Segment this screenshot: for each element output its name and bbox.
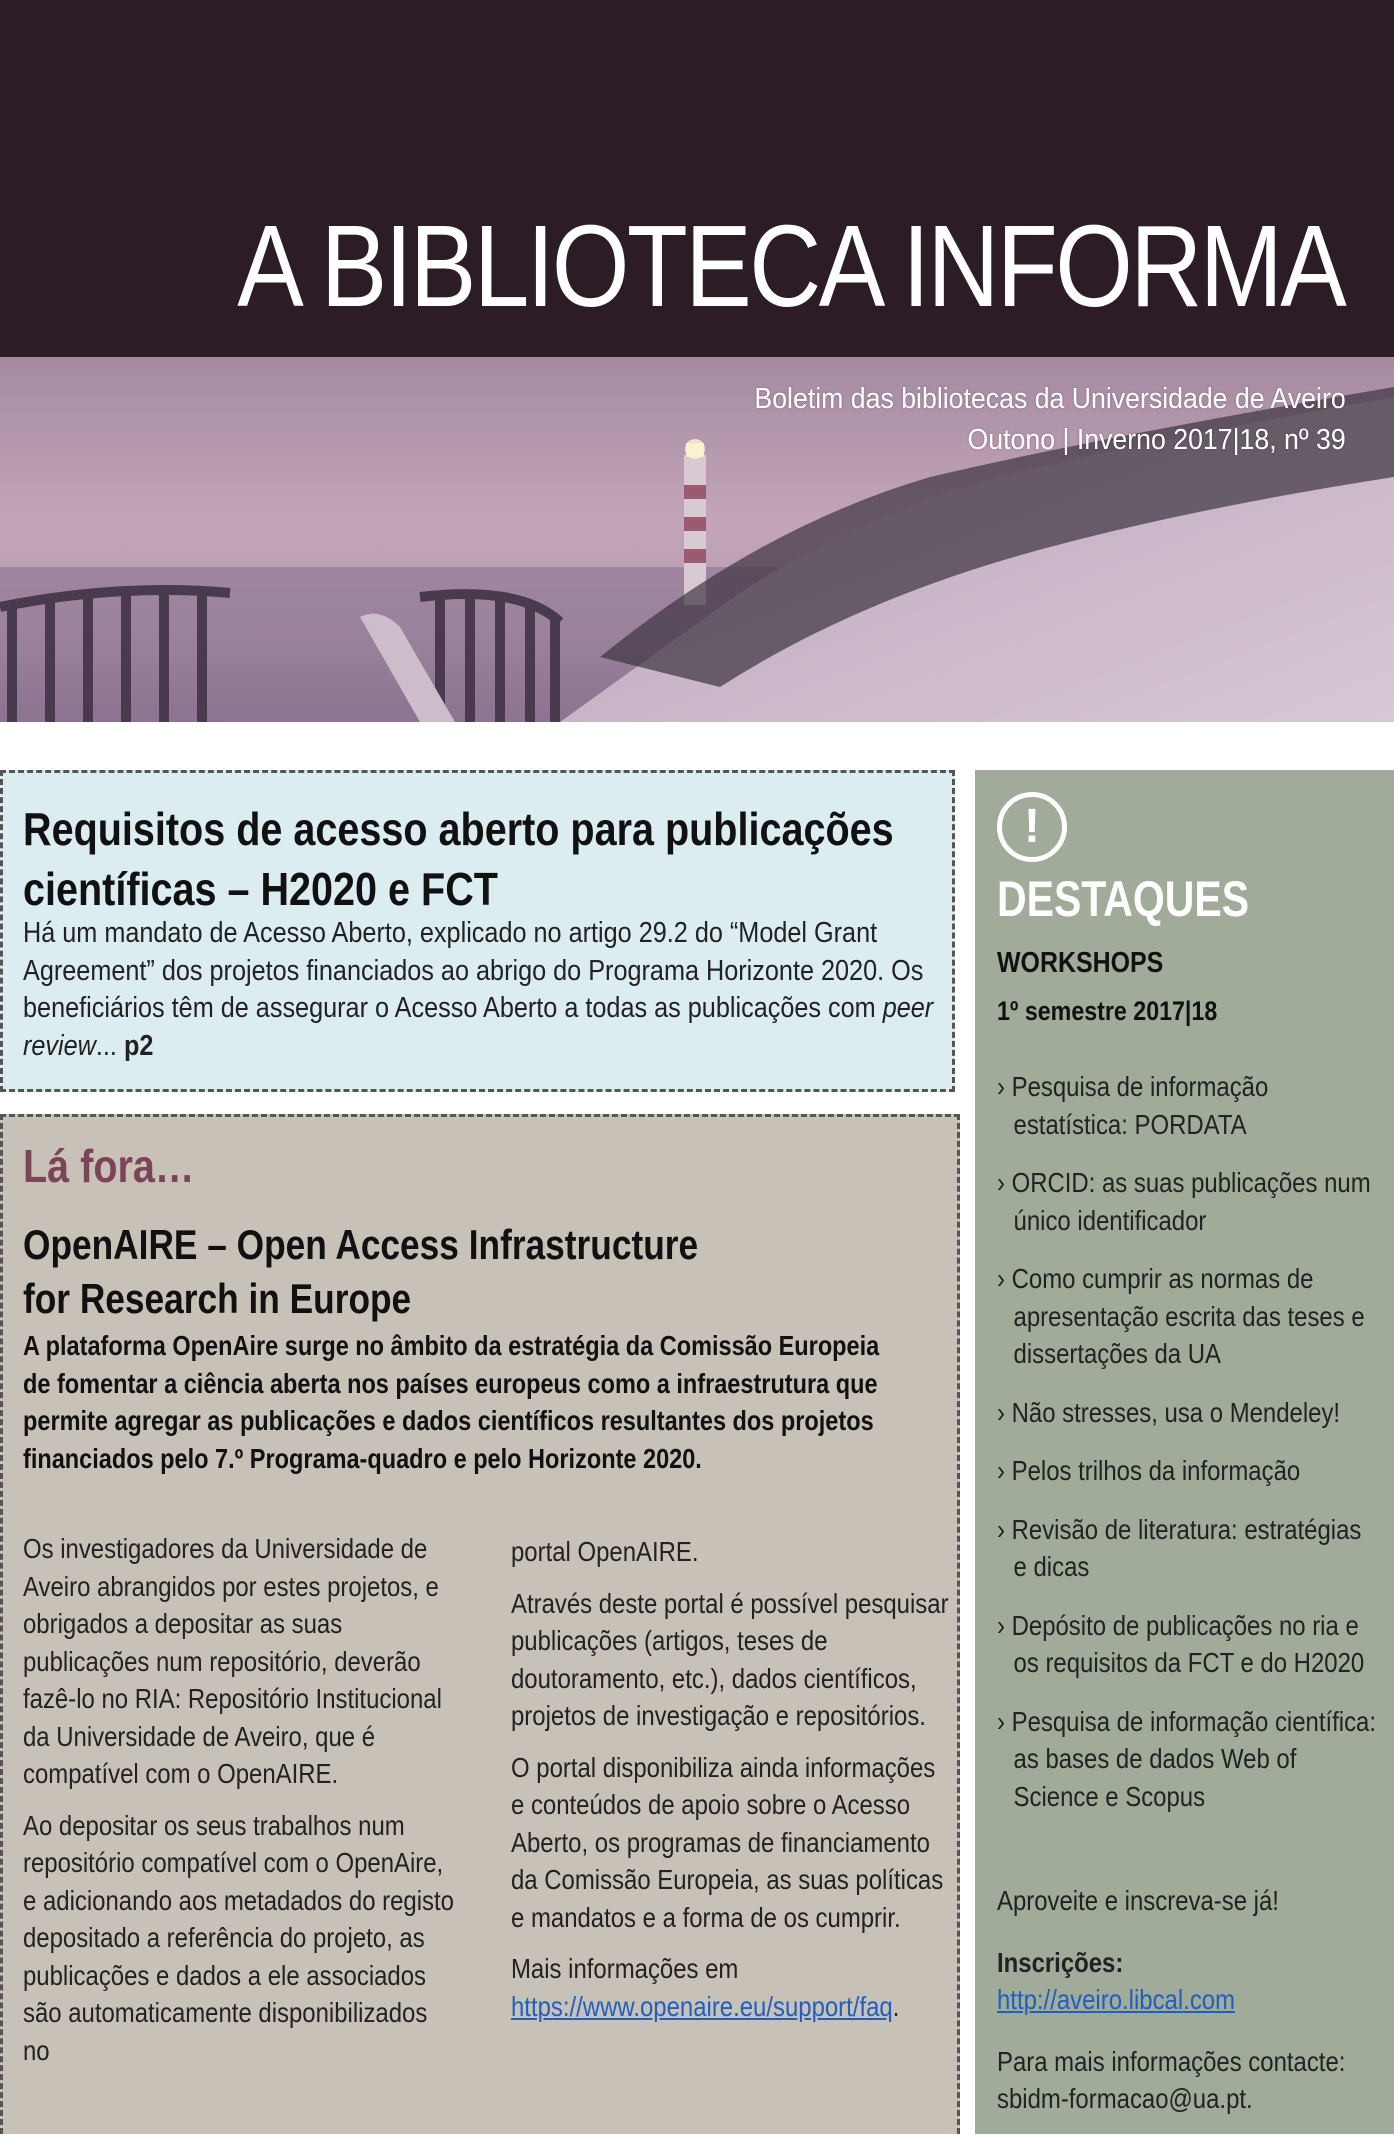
call-to-action: Aproveite e inscreva-se já!: [997, 1885, 1279, 1916]
article-column-left: [23, 1530, 458, 2083]
more-info-end: .: [892, 1990, 900, 2022]
article-title: OpenAIRE – Open Access Infrastructure for Research in Europe: [23, 1221, 699, 1322]
paragraph: Ao depositar os seus trabalhos num repositório compatível com o OpenAire, e adicionando aos metadados do registo depositado a referência do projeto, as publicações e dados a ele associados são automaticamente disponibilizados no: [23, 1809, 454, 2066]
registration-label: Inscrições:: [997, 1946, 1124, 1978]
outside-section: [0, 1114, 960, 2134]
semester-label: 1º semestre 2017|18: [997, 996, 1218, 1026]
feature-title: Requisitos de acesso aberto para publicações científicas – H2020 e FCT: [23, 803, 894, 915]
feature-body-italic: peer review: [23, 992, 934, 1062]
list-item: › Revisão de literatura: estratégias e dicas: [997, 1513, 1362, 1582]
registration: [997, 1944, 1380, 2019]
paragraph: Os investigadores da Universidade de Aveiro abrangidos por estes projetos, e obrigados a depositar as suas publicações num repositório, deverão fazê-lo no RIA: Repositório Institucional da Universidade de Aveiro, que é compatível com o OpenAIRE.: [23, 1533, 442, 1789]
newsletter-title: A BIBLIOTECA INFORMA: [237, 201, 1344, 331]
list-item: › Pesquisa de informação estatística: PORDATA: [997, 1071, 1269, 1140]
lighthouse-shape: [684, 439, 706, 605]
article-lede: A plataforma OpenAire surge no âmbito da estratégia da Comissão Europeia de fomentar a ciência aberta nos países europeus como a infraestrutura que permite agregar as publicações e dados científicos resultantes dos projetos financiados pelo 7.º Programa-quadro e pelo Horizonte 2020.: [23, 1330, 880, 1474]
openaire-faq-link[interactable]: https://www.openaire.eu/support/faq: [511, 1990, 893, 2022]
sidebar-title: DESTAQUES: [997, 871, 1250, 927]
section-title: Lá fora…: [23, 1140, 195, 1192]
newsletter-subtitle: Boletim das bibliotecas da Universidade de Aveiro: [754, 383, 1346, 415]
list-item: › Pelos trilhos da informação: [997, 1455, 1301, 1486]
feature-body-text: Há um mandato de Acesso Aberto, explicado no artigo 29.2 do “Model Grant Agreement” dos projetos financiados ao abrigo do Programa Horizonte 2020. Os beneficiários têm de assegurar o Acesso Aberto a todas as publicações com: [23, 917, 924, 1024]
feature-body-ellipsis: ...: [95, 1029, 124, 1062]
sidebar-footer: [997, 1882, 1380, 2142]
list-item: › Pesquisa de informação científica: as bases de dados Web of Science e Scopus: [997, 1705, 1377, 1812]
contact-text: Para mais informações contacte: sbidm-formacao@ua.pt.: [997, 2045, 1346, 2114]
feature-article: [0, 770, 955, 1092]
masthead: [0, 0, 1394, 357]
paragraph: Através deste portal é possível pesquisar publicações (artigos, teses de doutoramento, etc.), dados científicos, projetos de investigação e repositórios.: [511, 1587, 949, 1731]
list-item: › Não stresses, usa o Mendeley!: [997, 1396, 1341, 1428]
highlights-sidebar: [975, 770, 1394, 2134]
banner-photo: [0, 357, 1394, 722]
paragraph: O portal disponibiliza ainda informações e conteúdos de apoio sobre o Acesso Aberto, os programas de financiamento da Comissão Europeia, as suas políticas e mandatos e a forma de os cumprir.: [511, 1751, 944, 1933]
list-item: › Como cumprir as normas de apresentação escrita das teses e dissertações da UA: [997, 1263, 1365, 1369]
banner-caption: [703, 379, 1346, 461]
more-info: [511, 1950, 950, 2025]
registration-link[interactable]: http://aveiro.libcal.com: [997, 1984, 1236, 2015]
article-column-right: [511, 1533, 950, 2039]
list-item: › Depósito de publicações no ria e os requisitos da FCT e do H2020: [997, 1609, 1365, 1678]
paragraph: portal OpenAIRE.: [511, 1536, 699, 1567]
workshops-heading: WORKSHOPS: [997, 947, 1164, 979]
exclamation-circle-icon: !: [997, 792, 1067, 862]
list-item: › ORCID: as suas publicações num único identificador: [997, 1167, 1371, 1236]
workshop-list: [997, 1068, 1380, 1836]
issue-label: Outono | Inverno 2017|18, nº 39: [967, 424, 1346, 456]
feature-page-ref[interactable]: p2: [123, 1029, 154, 1062]
more-info-label: Mais informações em: [511, 1953, 739, 1984]
feature-body: [23, 915, 963, 1065]
